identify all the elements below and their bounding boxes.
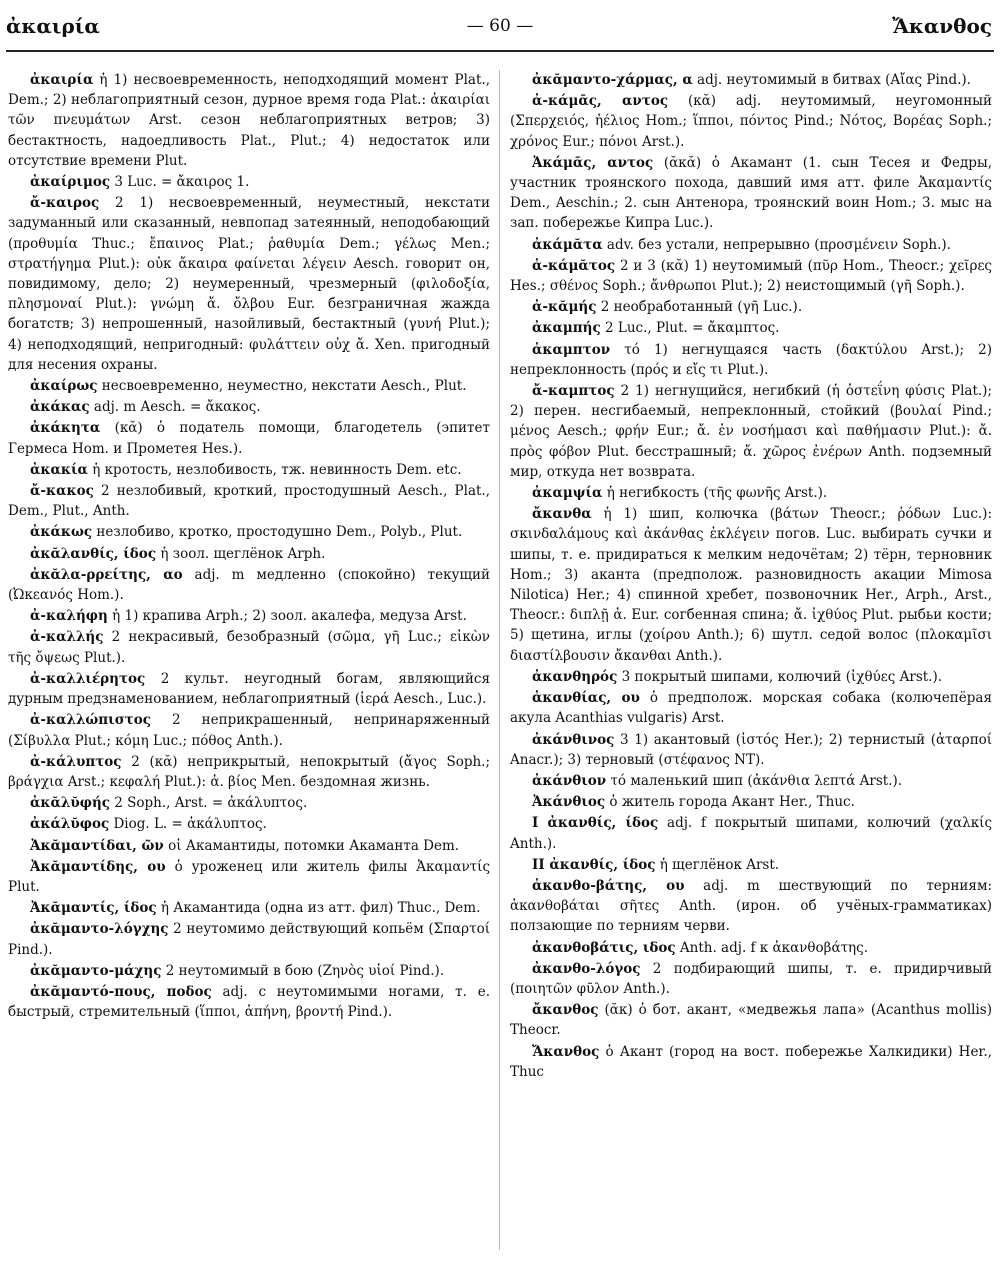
column-divider — [499, 70, 500, 1250]
dictionary-entry — [510, 70, 992, 90]
dictionary-entry — [510, 153, 992, 234]
entry-headword: I ἀκανθίς, ίδος — [532, 815, 659, 832]
entry-definition: ἡ зоол. щеглёнок Arph. — [156, 545, 326, 562]
dictionary-entry — [8, 710, 490, 750]
entry-headword: Ἄκανθος — [532, 1043, 600, 1060]
dictionary-entry — [8, 606, 490, 626]
entry-headword: Ἀκᾰμαντίς, ίδος — [30, 900, 157, 917]
dictionary-entry — [510, 1000, 992, 1040]
dictionary-entry — [8, 752, 490, 792]
entry-definition: ἡ щеглёнок Arst. — [655, 856, 780, 873]
dictionary-entry — [510, 297, 992, 317]
entry-definition: adj. m медленно (спокойно) текущий (Ὠκεανός Hom.). — [8, 566, 490, 604]
dictionary-entry — [510, 235, 992, 255]
dictionary-entry — [8, 544, 490, 564]
right-column — [510, 70, 992, 1083]
entry-definition: 2 подбирающий шипы, т. е. придирчивый (ποιητῶν φῦλον Anth.). — [510, 960, 992, 997]
dictionary-entry — [510, 771, 992, 791]
page-number: — 60 — — [466, 16, 534, 36]
entry-headword: ἀ-καλλώπιστος — [30, 712, 151, 729]
entry-definition: 3 Luc. = ἄκαιρος 1. — [110, 174, 250, 191]
entry-definition: 2 1) несвоевременный, неуместный, некстати задуманный или сказанный, невпопад затеянный, неподобающий (προθυμία Thuc.; ἔπαινος Plat.; ῥαθυμία Dem.; γέλως Men.; στρατήγημα Plut.): οὐκ ἄκαιρα φαίνεται λέγειν Aesch. говорит он, повидимому, дело; 2) неумеренный, чрезмерный (φιλοδοξία, πλησμοναί Plut.): γνώμη ἄ. ὄλβου Eur. безграничная жажда богатств; 3) непрошенный, назойливый, бестактный (γυνή Plut.); 4) неподходящий, непригодный: φυλάττειν οὐχ ἄ. Xen. пригодный для несения охраны. — [8, 195, 490, 373]
entry-headword: ἄκανθος — [532, 1002, 599, 1019]
dictionary-entry — [510, 91, 992, 152]
entry-definition: 2 неутомимый в бою (Ζηνὸς υἱοί Pind.). — [161, 962, 445, 979]
entry-definition: τό 1) негнущаяся часть (δακτύλου Arst.); 2) непреклонность (πρός и εἴς τι Plut.). — [510, 341, 992, 378]
entry-definition: Anth. adj. f к ἀκανθοβάτης. — [675, 939, 868, 956]
page-header — [0, 14, 1000, 48]
entry-definition: незлобиво, кротко, простодушно Dem., Polyb., Plut. — [92, 524, 463, 541]
entry-headword: ἀκάλῠφος — [30, 816, 110, 833]
entry-headword: ἀκᾰμαντό-πους, ποδος — [30, 983, 212, 1000]
entry-headword: ἀκανθηρός — [532, 668, 618, 685]
dictionary-entry — [8, 193, 490, 375]
entry-definition: 2 незлобивый, кроткий, простодушный Aesch., Plat., Dem., Plut., Anth. — [8, 483, 490, 520]
dictionary-entry — [8, 70, 490, 171]
entry-definition: (ᾰκᾰ) ὁ Акамант (1. сын Тесея и Федры, участник троянского похода, давший имя атт. филе Ἀκαμαντίς Dem., Aeschin.; 2. сын Антенора, троянский воин Hom.; 3. мыс на зап. побережье Кипра Luc.). — [510, 154, 992, 232]
entry-definition: adv. без устали, непрерывно (προσμένειν Soph.). — [602, 236, 951, 253]
entry-definition: ὁ предполож. морская собака (колючепёрая акула Acanthias vulgaris) Arst. — [510, 690, 992, 727]
entry-headword: II ἀκανθίς, ίδος — [532, 856, 656, 873]
entry-definition: 2 неутомимо действующий копьём (Σπαρτοί Pind.). — [8, 921, 490, 958]
entry-headword: ἀκακία — [30, 461, 88, 478]
entry-headword: ἀκάμᾰτα — [532, 236, 603, 253]
entry-headword: ἀκάκως — [30, 524, 93, 541]
entry-headword: Ἀκᾰμαντίδης, ου — [30, 858, 166, 875]
entry-headword: ἀ-κάμᾱς, αντος — [532, 93, 669, 110]
entry-definition: ὁ уроженец или житель филы Ἀκαμαντίς Plut. — [8, 858, 490, 895]
entry-definition: οἱ Акамантиды, потомки Акаманта Dem. — [163, 837, 460, 854]
entry-definition: 2 необработанный (γῆ Luc.). — [596, 299, 803, 316]
dictionary-entry — [8, 418, 490, 458]
header-rule — [6, 50, 994, 52]
dictionary-entry — [510, 1042, 992, 1082]
entry-definition: 2 1) негнущийся, негибкий (ἡ ὀστεΐνη φύσις Plat.); 2) перен. несгибаемый, непреклонный, стойкий (βουλαί Pind.; μένος Aesch.; φρήν Eur.; ἄ. ἐν νοσήμασι καὶ παθήμασιν Plut.): ἄ. πρὸς φόβον Plut. бесстрашный; ἄ. χῶρος ἐνέρων Anth. подземный мир, откуда нет возврата. — [510, 383, 992, 480]
dictionary-entry — [510, 876, 992, 937]
entry-headword: ἄ-καμπτος — [532, 383, 615, 400]
dictionary-entry — [510, 381, 992, 482]
dictionary-entry — [510, 855, 992, 875]
entry-definition: adj. f покрытый шипами, колючий (χαλκίς Anth.). — [510, 815, 992, 852]
dictionary-entry — [510, 318, 992, 338]
dictionary-entry — [8, 522, 490, 542]
entry-headword: ἀκάνθινος — [532, 731, 615, 748]
entry-headword: ἀκανθο-βάτης, ου — [532, 877, 685, 894]
entry-headword: ἀκᾰμαντο-μάχης — [30, 962, 162, 979]
header-left-guideword: ἀκαιρία — [6, 14, 100, 38]
entry-headword: ἀ-κᾰμής — [532, 299, 597, 316]
dictionary-entry — [510, 792, 992, 812]
entry-definition: ἡ негибкость (τῆς φωνῆς Arst.). — [602, 485, 828, 502]
dictionary-entry — [510, 504, 992, 666]
entry-headword: ἄκανθα — [532, 506, 592, 523]
dictionary-entry — [8, 481, 490, 521]
entry-definition: ἡ кротость, незлобивость, тж. невинность Dem. etc. — [87, 461, 462, 478]
dictionary-entry — [8, 172, 490, 192]
entry-headword: ἀκᾰμαντο-χάρμας, α — [532, 72, 693, 88]
entry-definition: ὁ Акант (город на вост. побережье Халкидики) Her., Thuc — [510, 1043, 992, 1080]
entry-definition: ἡ 1) шип, колючка (βάτων Theocr.; ῥόδων Luc.): σκινδαλάμους καὶ ἀκάνθας ἐκλέγειν погов. Luc. выбирать сучки и шипы, т. е. придираться к мелким недочётам; 2) тёрн, терновник Hom.; 3) аканта (предполож. разновидность акации Mimosa Nilotica) Her.; 4) спинной хребет, позвоночник Her., Arph., Arst., Theocr.: διπλῇ ἀ. Eur. согбенная спина; ἄ. ἰχθύος Plut. рыбьи кости; 5) щетина, иглы (χοίρου Anth.); 6) шутл. седой волос (πλοκαμῖσι διαστίλβουσιν ἄκανθαι Anth.). — [510, 506, 992, 664]
entry-headword: ἀ-κάμᾰτος — [532, 257, 616, 274]
left-column — [8, 70, 490, 1023]
entry-definition: ἡ Акамантида (одна из атт. фил) Thuc., Dem. — [156, 900, 481, 917]
entry-headword: Ἀκάνθιος — [532, 794, 606, 811]
dictionary-entry — [8, 669, 490, 709]
dictionary-entry — [8, 857, 490, 897]
dictionary-entry — [510, 959, 992, 999]
entry-headword: ἄ-κακος — [30, 483, 94, 500]
entry-definition: (κᾰ) adj. неутомимый, неугомонный (Σπερχειός, ἠέλιος Hom.; ἵπποι, πόντος Pind.; Νότος, Βορέας Soph.; χρόνος Eur.; πόνοι Arst.). — [510, 93, 993, 150]
entry-definition: adj. с неутомимыми ногами, т. е. быстрый, стремительный (ἵπποι, ἀπήνη, βροντή Pind.). — [8, 983, 491, 1021]
dictionary-entry — [510, 938, 992, 958]
entry-headword: ἀκανθο-λόγος — [532, 960, 641, 977]
entry-headword: ἀ-καλλής — [30, 629, 104, 646]
dictionary-entry — [8, 961, 490, 981]
entry-definition: 2 неприкрашенный, непринаряженный (Σίβυλλα Plut.; κόμη Luc.; πόθος Anth.). — [8, 712, 490, 749]
entry-definition: 2 культ. неугодный богам, являющийся дурным предзнаменованием, неблагоприятный (ἱερά Aesch., Luc.). — [8, 670, 490, 708]
entry-definition: Diog. L. = ἀκάλυπτος. — [109, 816, 267, 833]
dictionary-entry — [510, 813, 992, 853]
entry-headword: ἀκάκας — [30, 399, 90, 416]
entry-headword: ἀκαίριμος — [30, 174, 111, 191]
entry-definition: 2 некрасивый, безобразный (σῶμα, γῆ Luc.; εἰκὼν τῆς ὄψεως Plut.). — [8, 629, 490, 666]
entry-headword: ἀκᾰλα-ρρείτης, αο — [30, 566, 183, 583]
entry-definition: adj. неутомимый в битвах (Αἴας Pind.). — [692, 72, 971, 88]
entry-headword: ἄ-καιρος — [30, 195, 100, 212]
entry-headword: ἀκάνθιον — [532, 772, 607, 789]
entry-definition: (κᾰ) ὁ податель помощи, благодетель (эпитет Гермеса Hom. и Прометея Hes.). — [8, 420, 490, 457]
entry-definition: (ᾰκ) ὁ бот. акант, «медвежья лапа» (Acanthus mollis) Theocr. — [510, 1002, 992, 1039]
entry-headword: ἀκᾰλῠφής — [30, 795, 110, 812]
entry-definition: 3 покрытый шипами, колючий (ἰχθύες Arst.). — [617, 668, 943, 685]
entry-headword: ἀκανθοβάτις, ιδος — [532, 939, 676, 956]
entry-headword: ἀκαίρως — [30, 378, 98, 395]
dictionary-entry — [510, 340, 992, 380]
entry-definition: 3 1) акантовый (ἱστός Her.); 2) тернистый (ἀταρποί Anacr.); 3) терновый (στέφανος NT). — [510, 731, 992, 768]
entry-headword: Ἀκᾰμαντίδαι, ῶν — [30, 837, 164, 854]
dictionary-entry — [510, 483, 992, 503]
entry-definition: 2 Luc., Plut. = ἄκαμπτος. — [600, 320, 780, 337]
entry-definition: ὁ житель города Акант Her., Thuc. — [605, 794, 855, 811]
dictionary-entry — [8, 397, 490, 417]
dictionary-entry — [8, 982, 490, 1022]
entry-headword: ἀ-κάλυπτος — [30, 753, 122, 770]
entry-definition: τό маленький шип (ἀκάνθια λεπτά Arst.). — [606, 772, 903, 789]
entry-headword: ἀ-καλήφη — [30, 608, 108, 625]
entry-headword: ἀκαμπής — [532, 320, 601, 337]
dictionary-entry — [8, 376, 490, 396]
entry-definition: ἡ 1) несвоевременность, неподходящий момент Plat., Dem.; 2) неблагоприятный сезон, дурное время года Plat.: ἀκαιρίαι τῶν πνευμάτων Arst. сезон неблагоприятных ветров; 3) бестактность, надоедливость Plat., Plut.; 4) недостаток или отсутствие времени Plut. — [8, 72, 490, 169]
entry-headword: ἀ-καλλιέρητος — [30, 670, 146, 687]
entry-definition: 2 (κᾰ) неприкрытый, непокрытый (ἄγος Soph.; βράγχια Arst.; κεφαλή Plut.): ἀ. βίος Men. бездомная жизнь. — [8, 753, 490, 790]
header-right-guideword: Ἄκανθος — [892, 14, 992, 38]
entry-headword: Ἀκάμᾱς, αντος — [532, 154, 654, 171]
entry-headword: ἀκαιρία — [30, 72, 94, 88]
entry-definition: ἡ 1) крапива Arph.; 2) зоол. акалефа, медуза Arst. — [107, 608, 467, 625]
dictionary-entry — [8, 919, 490, 959]
dictionary-entry — [8, 836, 490, 856]
dictionary-entry — [510, 730, 992, 770]
dictionary-entry — [510, 667, 992, 687]
entry-headword: ἀκανθίας, ου — [532, 690, 640, 707]
entry-headword: ἀκαμπτον — [532, 341, 611, 358]
dictionary-entry — [8, 460, 490, 480]
dictionary-entry — [8, 627, 490, 667]
dictionary-entry — [8, 565, 490, 605]
entry-definition: adj. m шествующий по терниям: ἀκανθοβάται σῆτες Anth. (ирон. об учёных-грамматиках) ползающие по терниям черви. — [510, 877, 992, 935]
dictionary-entry — [8, 793, 490, 813]
entry-headword: ἀκᾰλανθίς, ίδος — [30, 545, 157, 562]
entry-headword: ἀκαμψία — [532, 485, 603, 502]
entry-definition: 2 и 3 (κᾰ) 1) неутомимый (πῦρ Hom., Theocr.; χεῖρες Hes.; σθένος Soph.; ἄνθρωποι Plut.); 2) неистощимый (γῆ Soph.). — [510, 257, 992, 295]
entry-headword: ἀκάκητα — [30, 420, 101, 437]
entry-definition: 2 Soph., Arst. = ἀκάλυπτος. — [109, 795, 308, 812]
dictionary-entry — [510, 688, 992, 728]
dictionary-entry — [510, 256, 992, 296]
dictionary-entry — [8, 814, 490, 834]
entry-definition: несвоевременно, неуместно, некстати Aesch., Plut. — [97, 378, 467, 395]
dictionary-entry — [8, 898, 490, 918]
entry-headword: ἀκᾰμαντο-λόγχης — [30, 921, 169, 938]
entry-definition: adj. m Aesch. = ἄκακος. — [89, 399, 261, 416]
